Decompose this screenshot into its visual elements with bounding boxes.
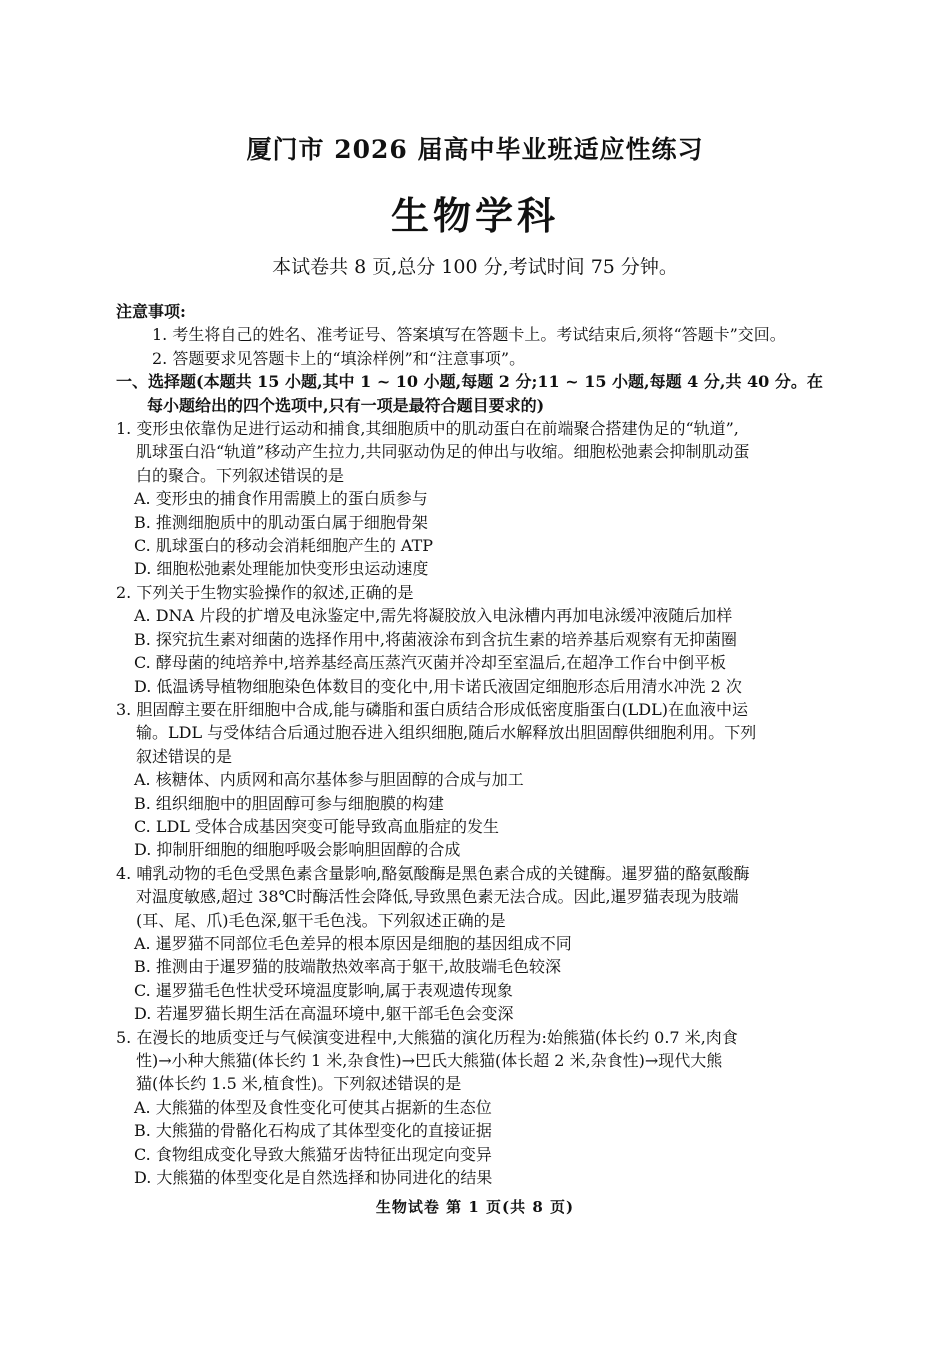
question-1 xyxy=(116,417,846,581)
answer-option: C. LDL 受体合成基因突变可能导致高血脂症的发生 xyxy=(134,816,500,836)
question-2 xyxy=(116,581,846,698)
question-stem xyxy=(116,1026,846,1096)
notice-item: 2. 答题要求见答题卡上的“填涂样例”和“注意事项”。 xyxy=(152,348,526,368)
answer-option: A. 暹罗猫不同部位毛色差异的根本原因是细胞的基因组成不同 xyxy=(134,933,572,953)
question-stem-line: 肌球蛋白沿“轨道”移动产生拉力,共同驱动伪足的伸出与收缩。细胞松弛素会抑制肌动蛋 xyxy=(136,442,750,462)
notice-item: 1. 考生将自己的姓名、准考证号、答案填写在答题卡上。考试结束后,须将“答题卡”交回。 xyxy=(152,325,786,345)
answer-option: D. 大熊猫的体型变化是自然选择和协同进化的结果 xyxy=(134,1168,493,1188)
question-stem xyxy=(116,581,846,604)
answer-option: C. 酵母菌的纯培养中,培养基经高压蒸汽灭菌并冷却至室温后,在超净工作台中倒平板 xyxy=(134,653,727,673)
question-3 xyxy=(116,698,846,862)
answer-option: A. 核糖体、内质网和高尔基体参与胆固醇的合成与加工 xyxy=(134,770,524,790)
question-stem-line: (耳、尾、爪)毛色深,躯干毛色浅。下列叙述正确的是 xyxy=(136,910,506,930)
notice-heading: 注意事项: xyxy=(116,302,186,321)
question-stem-line: 1. 变形虫依靠伪足进行运动和捕食,其细胞质中的肌动蛋白在前端聚合搭建伪足的“轨道”, xyxy=(116,419,739,439)
answer-option: C. 暹罗猫毛色性状受环境温度影响,属于表观遗传现象 xyxy=(134,980,513,1000)
answer-option: B. 探究抗生素对细菌的选择作用中,将菌液涂布到含抗生素的培养基后观察有无抑菌圈 xyxy=(134,629,738,649)
question-stem-line: 对温度敏感,超过 38℃时酶活性会降低,导致黑色素无法合成。因此,暹罗猫表现为肢端 xyxy=(136,887,739,907)
exam-content xyxy=(116,300,846,1189)
answer-option: D. 低温诱导植物细胞染色体数目的变化中,用卡诺氏液固定细胞形态后用清水冲洗 2 次 xyxy=(134,676,742,696)
question-stem-line: 2. 下列关于生物实验操作的叙述,正确的是 xyxy=(116,582,414,602)
question-stem-line: 输。LDL 与受体结合后通过胞吞进入组织细胞,随后水解释放出胆固醇供细胞利用。下列 xyxy=(136,723,757,743)
answer-option: A. 大熊猫的体型及食性变化可使其占据新的生态位 xyxy=(134,1097,492,1117)
question-stem xyxy=(116,417,846,487)
subject-title: 生物学科 xyxy=(390,193,559,238)
answer-option: B. 推测细胞质中的肌动蛋白属于细胞骨架 xyxy=(134,512,428,532)
answer-option: B. 组织细胞中的胆固醇可参与细胞膜的构建 xyxy=(134,793,444,813)
question-stem-line: 性)→小种大熊猫(体长约 1 米,杂食性)→巴氏大熊猫(体长超 2 米,杂食性)→现代大熊 xyxy=(136,1051,723,1070)
answer-option: D. 若暹罗猫长期生活在高温环境中,躯干部毛色会变深 xyxy=(134,1004,514,1024)
section-heading-line: 一、选择题(本题共 15 小题,其中 1 ~ 10 小题,每题 2 分;11 ~ 15 小题,每题 4 分,共 40 分。在 xyxy=(116,372,823,392)
question-list xyxy=(116,417,846,1189)
question-stem-line: 叙述错误的是 xyxy=(136,746,233,766)
question-stem-line: 4. 哺乳动物的毛色受黑色素含量影响,酪氨酸酶是黑色素合成的关键酶。暹罗猫的酪氨酸酶 xyxy=(116,863,750,883)
answer-option: D. 抑制肝细胞的细胞呼吸会影响胆固醇的合成 xyxy=(134,840,461,860)
question-stem-line: 白的聚合。下列叙述错误的是 xyxy=(136,465,345,485)
answer-option: C. 肌球蛋白的移动会消耗细胞产生的 ATP xyxy=(134,536,434,556)
answer-option: D. 细胞松弛素处理能加快变形虫运动速度 xyxy=(134,559,429,579)
exam-title: 厦门市 2026 届高中毕业班适应性练习 xyxy=(246,135,704,164)
question-stem-line: 5. 在漫长的地质变迁与气候演变进程中,大熊猫的演化历程为:始熊猫(体长约 0.7 米,肉食 xyxy=(116,1027,738,1047)
question-4 xyxy=(116,862,846,1026)
question-5 xyxy=(116,1026,846,1190)
answer-option: A. 变形虫的捕食作用需膜上的蛋白质参与 xyxy=(134,489,428,509)
section-heading xyxy=(116,370,846,417)
question-stem xyxy=(116,698,846,768)
question-stem xyxy=(116,862,846,932)
question-stem-line: 3. 胆固醇主要在肝细胞中合成,能与磷脂和蛋白质结合形成低密度脂蛋白(LDL)在血液中运 xyxy=(116,699,749,719)
question-stem-line: 猫(体长约 1.5 米,植食性)。下列叙述错误的是 xyxy=(136,1074,462,1094)
answer-option: C. 食物组成变化导致大熊猫牙齿特征出现定向变异 xyxy=(134,1144,492,1164)
page-footer: 生物试卷 第 1 页(共 8 页) xyxy=(375,1198,575,1216)
answer-option: B. 大熊猫的骨骼化石构成了其体型变化的直接证据 xyxy=(134,1121,492,1141)
answer-option: A. DNA 片段的扩增及电泳鉴定中,需先将凝胶放入电泳槽内再加电泳缓冲液随后加样 xyxy=(134,606,733,626)
section-heading-line: 每小题给出的四个选项中,只有一项是最符合题目要求的) xyxy=(147,395,545,415)
exam-info: 本试卷共 8 页,总分 100 分,考试时间 75 分钟。 xyxy=(272,256,678,278)
answer-option: B. 推测由于暹罗猫的肢端散热效率高于躯干,故肢端毛色较深 xyxy=(134,957,562,977)
